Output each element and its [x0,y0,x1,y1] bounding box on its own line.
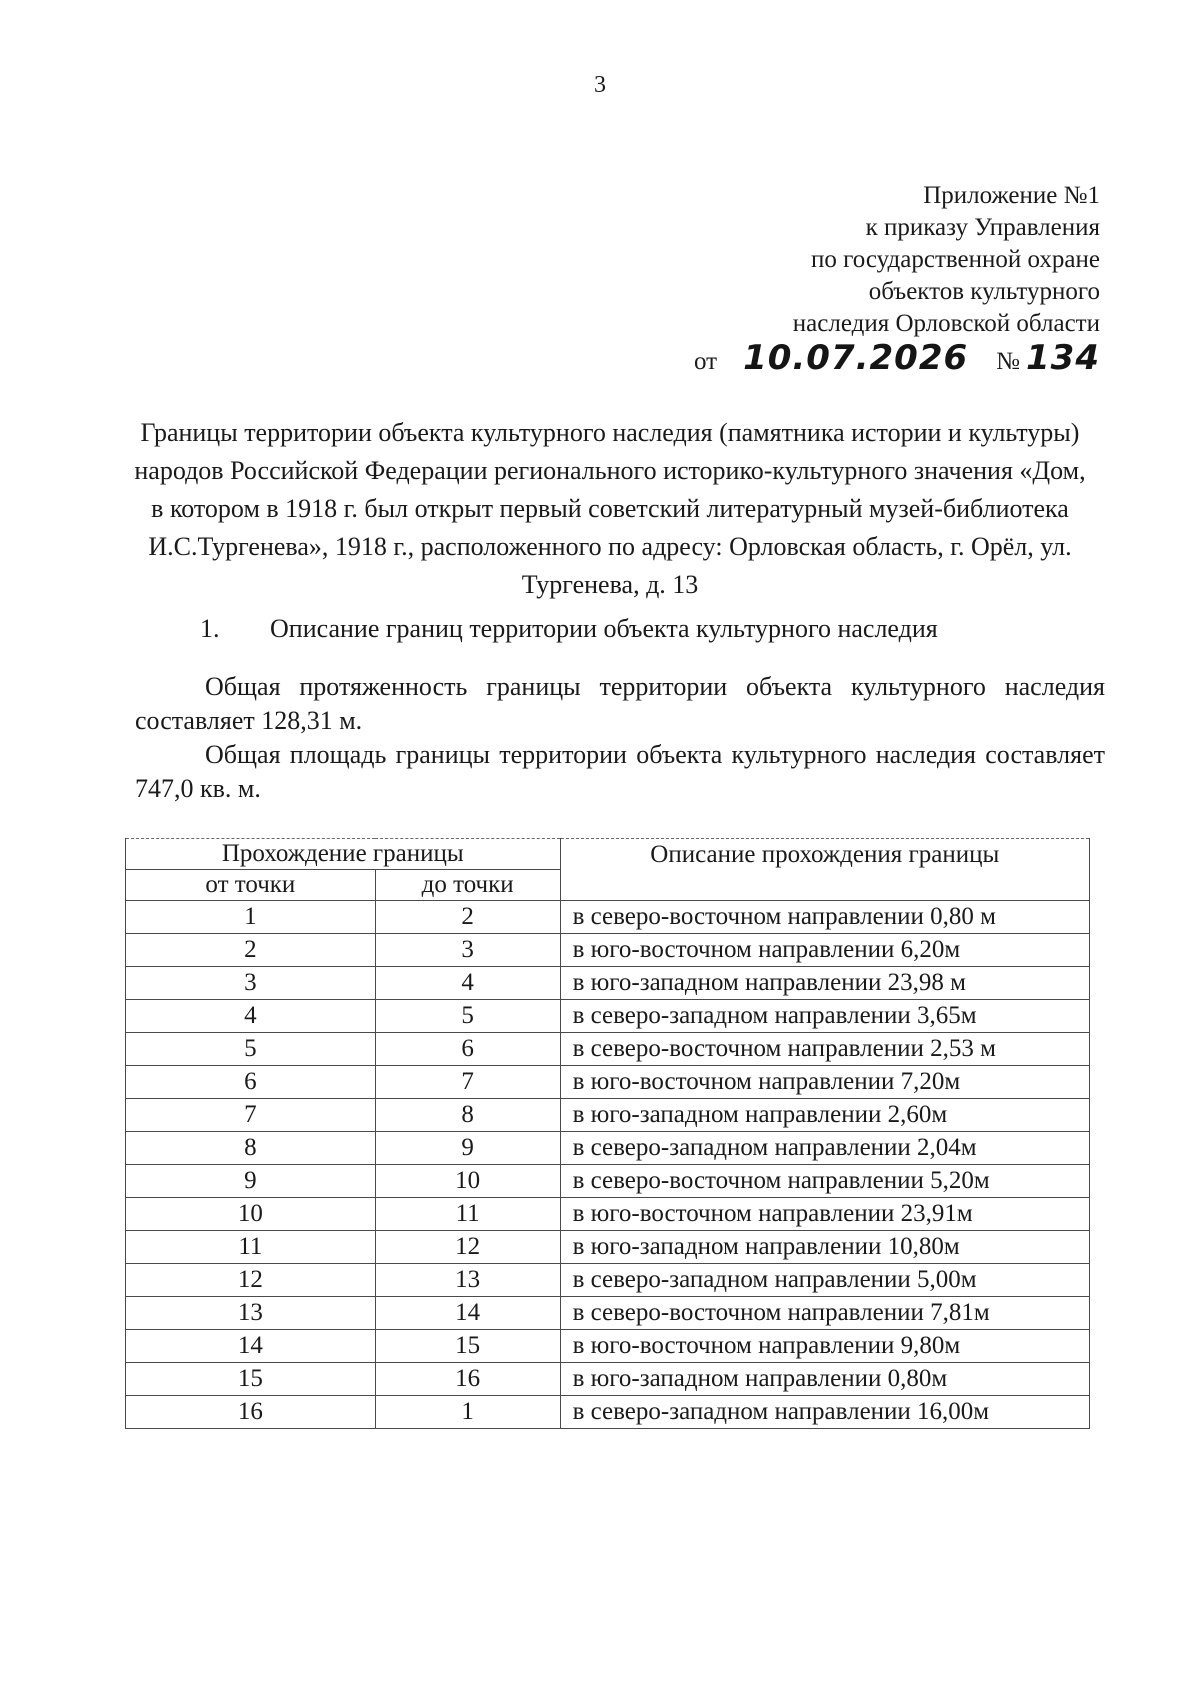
table-row [126,934,1090,967]
table-row [126,1000,1090,1033]
description-cell: в юго-западном направлении 0,80м [560,1363,1089,1396]
table-row [126,1363,1090,1396]
to-point-cell: 5 [375,1000,560,1033]
description-cell: в юго-западном направлении 2,60м [560,1099,1089,1132]
table-row [126,1066,1090,1099]
boundary-table [125,838,1090,1429]
to-point-cell: 3 [375,934,560,967]
from-point-cell: 10 [126,1198,376,1231]
description-cell: в северо-восточном направлении 7,81м [560,1297,1089,1330]
description-cell: в северо-восточном направлении 2,53 м [560,1033,1089,1066]
table-row [126,1264,1090,1297]
table-row [126,1231,1090,1264]
group-header: Прохождение границы [126,839,561,870]
document-title: Границы территории объекта культурного наследия (памятника истории и культуры) народов Российской Федерации регионального историко-культурного значения «Дом, в котором в 1918 г. был открыт первый советский литературный музей-библиотека И.С.Тургенева», 1918 г., расположенного по адресу: Орловская область, г. Орёл, ул. Тургенева, д. 13 [134,418,1086,599]
to-point-cell: 1 [375,1396,560,1429]
description-cell: в северо-западном направлении 16,00м [560,1396,1089,1429]
section-number: 1. [200,614,220,643]
from-label: от [693,348,718,375]
from-point-cell: 2 [126,934,376,967]
description-cell: в северо-западном направлении 5,00м [560,1264,1089,1297]
to-point-cell: 16 [375,1363,560,1396]
from-point-cell: 8 [126,1132,376,1165]
from-point-cell: 16 [126,1396,376,1429]
description-cell: в юго-восточном направлении 7,20м [560,1066,1089,1099]
appendix-line: объектов культурного [868,278,1100,305]
table-row [126,1033,1090,1066]
from-point-cell: 5 [126,1033,376,1066]
to-point-cell: 11 [375,1198,560,1231]
from-point-cell: 3 [126,967,376,1000]
from-point-cell: 14 [126,1330,376,1363]
description-cell: в юго-западном направлении 10,80м [560,1231,1089,1264]
paragraph-text: Общая площадь границы территории объекта культурного наследия составляет 747,0 кв. м. [135,740,1105,803]
appendix-line: наследия Орловской области [792,310,1100,337]
handwritten-number: 134 [1026,338,1100,378]
description-cell: в юго-восточном направлении 6,20м [560,934,1089,967]
to-point-cell: 8 [375,1099,560,1132]
table-header-row [126,839,1090,870]
to-point-cell: 10 [375,1165,560,1198]
from-point-cell: 7 [126,1099,376,1132]
description-cell: в северо-восточном направлении 0,80 м [560,901,1089,934]
to-point-cell: 9 [375,1132,560,1165]
table-row [126,1297,1090,1330]
paragraph-text: Общая протяженность границы территории объекта культурного наследия составляет 128,31 м. [135,672,1105,735]
page-number: 3 [594,72,606,98]
from-point-cell: 12 [126,1264,376,1297]
paragraph-area [135,738,1105,806]
from-point-header: от точки [126,870,376,901]
number-label: № [996,348,1021,375]
from-point-cell: 13 [126,1297,376,1330]
description-cell: в юго-западном направлении 23,98 м [560,967,1089,1000]
table-row [126,1165,1090,1198]
description-header: Описание прохождения границы [560,839,1089,901]
table-row [126,1198,1090,1231]
table-row [126,967,1090,1000]
paragraph-length [135,670,1105,738]
description-cell: в юго-восточном направлении 23,91м [560,1198,1089,1231]
description-cell: в северо-восточном направлении 5,20м [560,1165,1089,1198]
description-cell: в северо-западном направлении 3,65м [560,1000,1089,1033]
description-cell: в северо-западном направлении 2,04м [560,1132,1089,1165]
to-point-cell: 13 [375,1264,560,1297]
to-point-cell: 14 [375,1297,560,1330]
order-date-number [580,338,1100,378]
table-row [126,901,1090,934]
appendix-line: к приказу Управления [865,214,1100,241]
appendix-line: по государственной охране [810,246,1100,273]
from-point-cell: 15 [126,1363,376,1396]
to-point-cell: 12 [375,1231,560,1264]
to-point-cell: 6 [375,1033,560,1066]
table-row [126,1099,1090,1132]
section-heading [200,612,1060,646]
section-heading-text: Описание границ территории объекта культурного наследия [270,614,938,643]
from-point-cell: 9 [126,1165,376,1198]
to-point-cell: 7 [375,1066,560,1099]
from-point-cell: 11 [126,1231,376,1264]
table-row [126,1396,1090,1429]
to-point-cell: 15 [375,1330,560,1363]
to-point-cell: 2 [375,901,560,934]
handwritten-date: 10.07.2026 [743,338,969,378]
to-point-header: до точки [375,870,560,901]
appendix-block [580,180,1100,378]
to-point-cell: 4 [375,967,560,1000]
table-row [126,1132,1090,1165]
appendix-line: Приложение №1 [923,182,1100,209]
table-row [126,1330,1090,1363]
from-point-cell: 4 [126,1000,376,1033]
description-cell: в юго-восточном направлении 9,80м [560,1330,1089,1363]
from-point-cell: 6 [126,1066,376,1099]
from-point-cell: 1 [126,901,376,934]
